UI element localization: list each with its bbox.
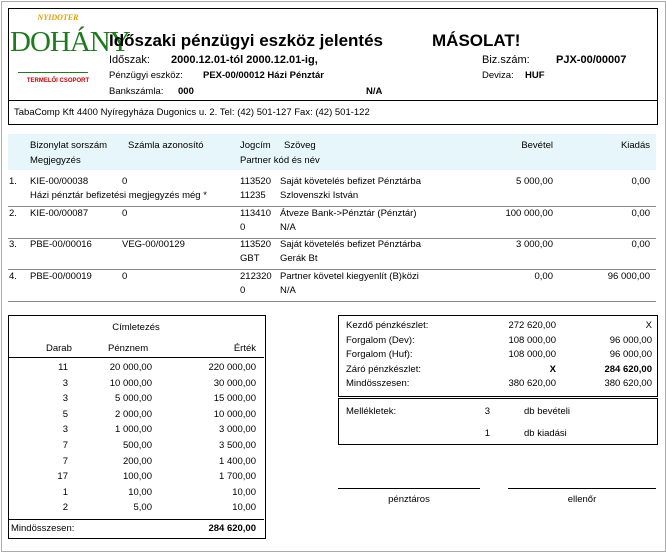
currency-label: Deviza: bbox=[482, 70, 514, 81]
summary-label: Kezdő pénzkészlet: bbox=[346, 320, 429, 331]
cashier-signature-line bbox=[338, 488, 480, 489]
col-title-code: Jogcím bbox=[240, 140, 271, 151]
denom-total-rule bbox=[9, 519, 264, 520]
col-invoice-id: Számla azonosító bbox=[128, 140, 204, 151]
row-text: Saját követelés befizet Pénztárba bbox=[280, 239, 422, 250]
denom-currency: 100,00 bbox=[122, 471, 152, 483]
row-title-code: 212320 bbox=[240, 271, 272, 282]
attachments-expense-count: 1 bbox=[484, 428, 490, 439]
row-expense: 0,00 bbox=[631, 208, 650, 219]
summary-label: Mindösszesen: bbox=[346, 378, 410, 389]
denom-count: 7 bbox=[62, 440, 68, 451]
currency-value: HUF bbox=[525, 70, 545, 81]
row-index: 4. bbox=[9, 271, 17, 282]
denom-col-value: Érték bbox=[233, 343, 256, 354]
row-index: 2. bbox=[9, 208, 17, 219]
denom-count: 2 bbox=[62, 502, 68, 514]
row-doc-number: PBE-00/00016 bbox=[30, 239, 92, 250]
row-title-code: 113410 bbox=[240, 208, 271, 219]
denom-currency: 5,00 bbox=[133, 502, 152, 514]
cashier-label: pénztáros bbox=[388, 494, 430, 505]
row-text: Partner követel kiegyenlít (B)közi bbox=[280, 271, 419, 282]
header-divider bbox=[8, 100, 658, 101]
bank-value: 000 bbox=[178, 86, 194, 97]
row-doc-number: KIE-00/00087 bbox=[30, 208, 89, 219]
denom-total-label: Mindösszesen: bbox=[11, 523, 75, 534]
denom-currency: 5 000,00 bbox=[115, 393, 152, 405]
denom-value: 220 000,00 bbox=[208, 362, 256, 373]
summary-credit: X bbox=[645, 320, 652, 331]
attachments-expense-text: db kiadási bbox=[524, 428, 567, 439]
col-doc-number: Bizonylat sorszám bbox=[30, 140, 108, 151]
row-expense: 96 000,00 bbox=[607, 271, 650, 282]
denom-value: 1 400,00 bbox=[219, 455, 256, 467]
row-invoice-id: 0 bbox=[122, 271, 128, 282]
denomination-title: Címletezés bbox=[112, 322, 160, 333]
summary-label: Záró pénzkészlet: bbox=[346, 363, 421, 375]
row-divider bbox=[8, 206, 656, 207]
summary-debit: 108 000,00 bbox=[508, 334, 556, 346]
doc-number-label: Biz.szám: bbox=[482, 54, 530, 66]
bank-na: N/A bbox=[366, 86, 383, 97]
denom-count: 5 bbox=[62, 408, 68, 420]
row-expense: 0,00 bbox=[631, 239, 650, 250]
row-partner-name: Szlovenszki István bbox=[280, 190, 359, 201]
summary-debit: 380 620,00 bbox=[508, 378, 556, 389]
denom-count: 11 bbox=[58, 362, 68, 373]
row-partner-name: N/A bbox=[280, 285, 296, 296]
denom-value: 3 000,00 bbox=[219, 424, 256, 436]
summary-credit: 96 000,00 bbox=[609, 349, 652, 360]
row-invoice-id: 0 bbox=[122, 208, 128, 219]
denom-currency: 10,00 bbox=[128, 486, 152, 498]
denom-currency: 20 000,00 bbox=[109, 362, 152, 373]
row-partner-code: 11235 bbox=[240, 190, 266, 201]
logo-main-text: DOHÁNY bbox=[10, 26, 130, 58]
row-doc-number: PBE-00/00019 bbox=[30, 271, 92, 282]
row-partner-name: N/A bbox=[280, 222, 296, 233]
denom-value: 3 500,00 bbox=[219, 440, 256, 451]
row-invoice-id: VEG-00/00129 bbox=[122, 239, 185, 250]
logo-top-text: NYIDOTER bbox=[37, 13, 79, 22]
row-partner-code: 0 bbox=[240, 222, 246, 233]
row-expense: 0,00 bbox=[631, 176, 650, 187]
row-partner-name: Gerák Bt bbox=[280, 253, 318, 264]
attachments-label: Mellékletek: bbox=[346, 406, 397, 417]
denom-count: 3 bbox=[62, 377, 68, 389]
controller-label: ellenőr bbox=[567, 494, 597, 505]
denom-total-value: 284 620,00 bbox=[208, 523, 256, 534]
row-note: Házi pénztár befizetési megjegyzés még * bbox=[30, 190, 207, 201]
controller-signature-line bbox=[508, 488, 656, 489]
denom-value: 10 000,00 bbox=[213, 408, 256, 420]
attachments-income-count: 3 bbox=[484, 406, 490, 417]
denom-currency: 10 000,00 bbox=[109, 377, 152, 389]
copy-label: MÁSOLAT! bbox=[432, 31, 521, 50]
denom-count: 17 bbox=[57, 471, 68, 483]
denom-value: 10,00 bbox=[232, 502, 256, 514]
row-title-code: 113520 bbox=[240, 176, 271, 187]
row-income: 100 000,00 bbox=[505, 208, 553, 219]
col-income: Bevétel bbox=[521, 140, 553, 151]
denom-count: 3 bbox=[62, 424, 68, 436]
report-title: Időszaki pénzügyi eszköz jelentés bbox=[109, 31, 383, 50]
denom-value: 15 000,00 bbox=[213, 393, 256, 405]
denom-currency: 2 000,00 bbox=[115, 408, 152, 420]
row-doc-number: KIE-00/00038 bbox=[30, 176, 89, 187]
logo-rule bbox=[18, 72, 88, 73]
company-info: TabaComp Kft 4400 Nyíregyháza Dugonics u. 2. Tel: (42) 501-127 Fax: (42) 501-122 bbox=[14, 107, 370, 118]
denom-currency: 500,00 bbox=[122, 440, 152, 451]
col-note: Megjegyzés bbox=[30, 155, 81, 166]
denom-count: 3 bbox=[62, 393, 68, 405]
row-income: 3 000,00 bbox=[516, 239, 553, 250]
col-text: Szöveg bbox=[284, 140, 316, 151]
summary-credit: 380 620,00 bbox=[604, 378, 652, 389]
asset-value: PEX-00/00012 Házi Pénztár bbox=[203, 70, 324, 81]
denom-currency: 1 000,00 bbox=[115, 424, 152, 436]
row-income: 5 000,00 bbox=[516, 176, 553, 187]
doc-number-value: PJX-00/00007 bbox=[556, 54, 627, 66]
col-partner: Partner kód és név bbox=[240, 155, 320, 166]
row-text: Átveze Bank->Pénztár (Pénztár) bbox=[280, 208, 417, 219]
summary-debit: 272 620,00 bbox=[508, 320, 556, 331]
row-title-code: 113520 bbox=[240, 239, 271, 250]
period-label: Időszak: bbox=[109, 54, 150, 66]
summary-label: Forgalom (Dev): bbox=[346, 334, 415, 346]
logo-sub-text: TERMELŐI CSOPORT bbox=[26, 78, 90, 84]
summary-label: Forgalom (Huf): bbox=[346, 349, 413, 360]
denom-value: 1 700,00 bbox=[219, 471, 256, 483]
row-partner-code: 0 bbox=[240, 285, 246, 296]
row-income: 0,00 bbox=[534, 271, 553, 282]
denom-count: 7 bbox=[62, 455, 68, 467]
attachments-income-text: db bevételi bbox=[524, 406, 570, 417]
row-divider bbox=[8, 269, 656, 270]
summary-debit: X bbox=[549, 363, 556, 375]
summary-credit: 284 620,00 bbox=[604, 363, 652, 375]
period-value: 2000.12.01-tól 2000.12.01-ig, bbox=[171, 54, 318, 66]
col-expense: Kiadás bbox=[620, 140, 650, 151]
denom-currency: 200,00 bbox=[122, 455, 152, 467]
row-divider bbox=[8, 301, 656, 302]
asset-label: Pénzügyi eszköz: bbox=[109, 70, 183, 81]
row-invoice-id: 0 bbox=[122, 176, 128, 187]
summary-credit: 96 000,00 bbox=[609, 334, 652, 346]
row-text: Saját követelés befizet Pénztárba bbox=[280, 176, 422, 187]
denom-value: 30 000,00 bbox=[213, 377, 256, 389]
row-index: 1. bbox=[9, 176, 17, 187]
summary-debit: 108 000,00 bbox=[508, 349, 556, 360]
row-index: 3. bbox=[9, 239, 17, 250]
denom-count: 1 bbox=[62, 486, 68, 498]
row-partner-code: GBT bbox=[240, 253, 260, 264]
denom-col-count: Darab bbox=[46, 343, 72, 354]
bank-label: Bankszámla: bbox=[109, 86, 164, 97]
denom-value: 10,00 bbox=[232, 486, 256, 498]
denom-col-currency: Pénznem bbox=[108, 343, 149, 354]
denom-header-rule bbox=[9, 357, 264, 358]
